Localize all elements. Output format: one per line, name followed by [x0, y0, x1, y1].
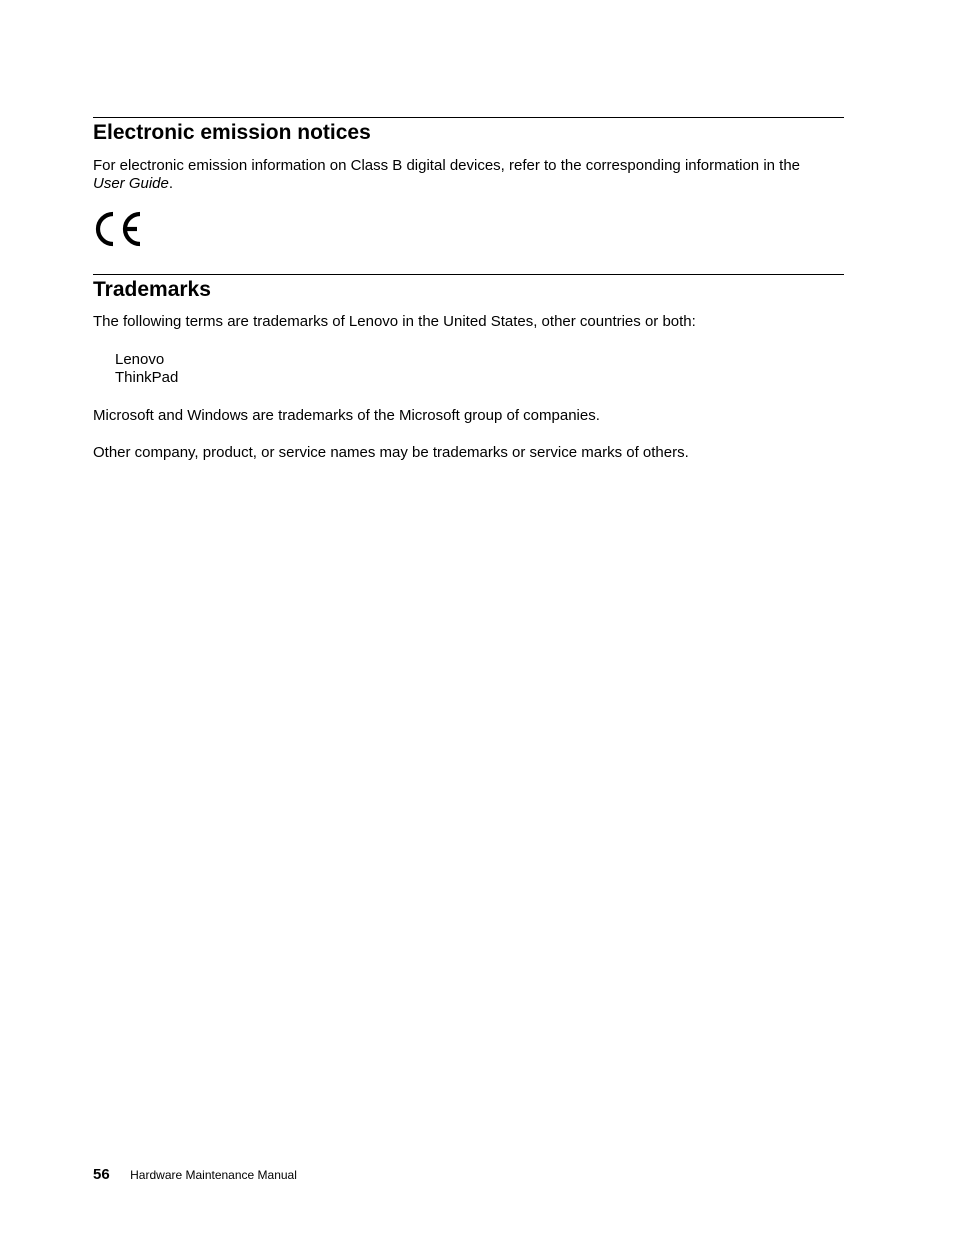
- emission-text-before: For electronic emission information on Class B digital devices, refer to the corresponding information in the: [93, 157, 801, 174]
- trademarks-intro: The following terms are trademarks of Lenovo in the United States, other countries or both:: [93, 313, 696, 330]
- emission-paragraph: [93, 157, 833, 193]
- user-guide-reference: User Guide: [93, 175, 169, 192]
- list-item: Lenovo: [115, 351, 165, 368]
- page-number: 56: [93, 1166, 110, 1183]
- section-heading-trademarks: Trademarks: [93, 278, 211, 301]
- trademark-list: [115, 351, 178, 387]
- microsoft-trademark-note: Microsoft and Windows are trademarks of the Microsoft group of companies.: [93, 407, 600, 424]
- section-heading-emission: Electronic emission notices: [93, 121, 371, 144]
- ce-mark-icon: [93, 210, 143, 248]
- emission-text-after: .: [168, 175, 174, 192]
- list-item: ThinkPad: [115, 369, 179, 386]
- other-trademarks-note: Other company, product, or service names may be trademarks or service marks of others.: [93, 444, 689, 461]
- document-title: Hardware Maintenance Manual: [130, 1168, 297, 1182]
- section-divider-trademarks: [93, 274, 844, 275]
- page-footer: [93, 1166, 297, 1186]
- section-divider-emission: [93, 117, 844, 118]
